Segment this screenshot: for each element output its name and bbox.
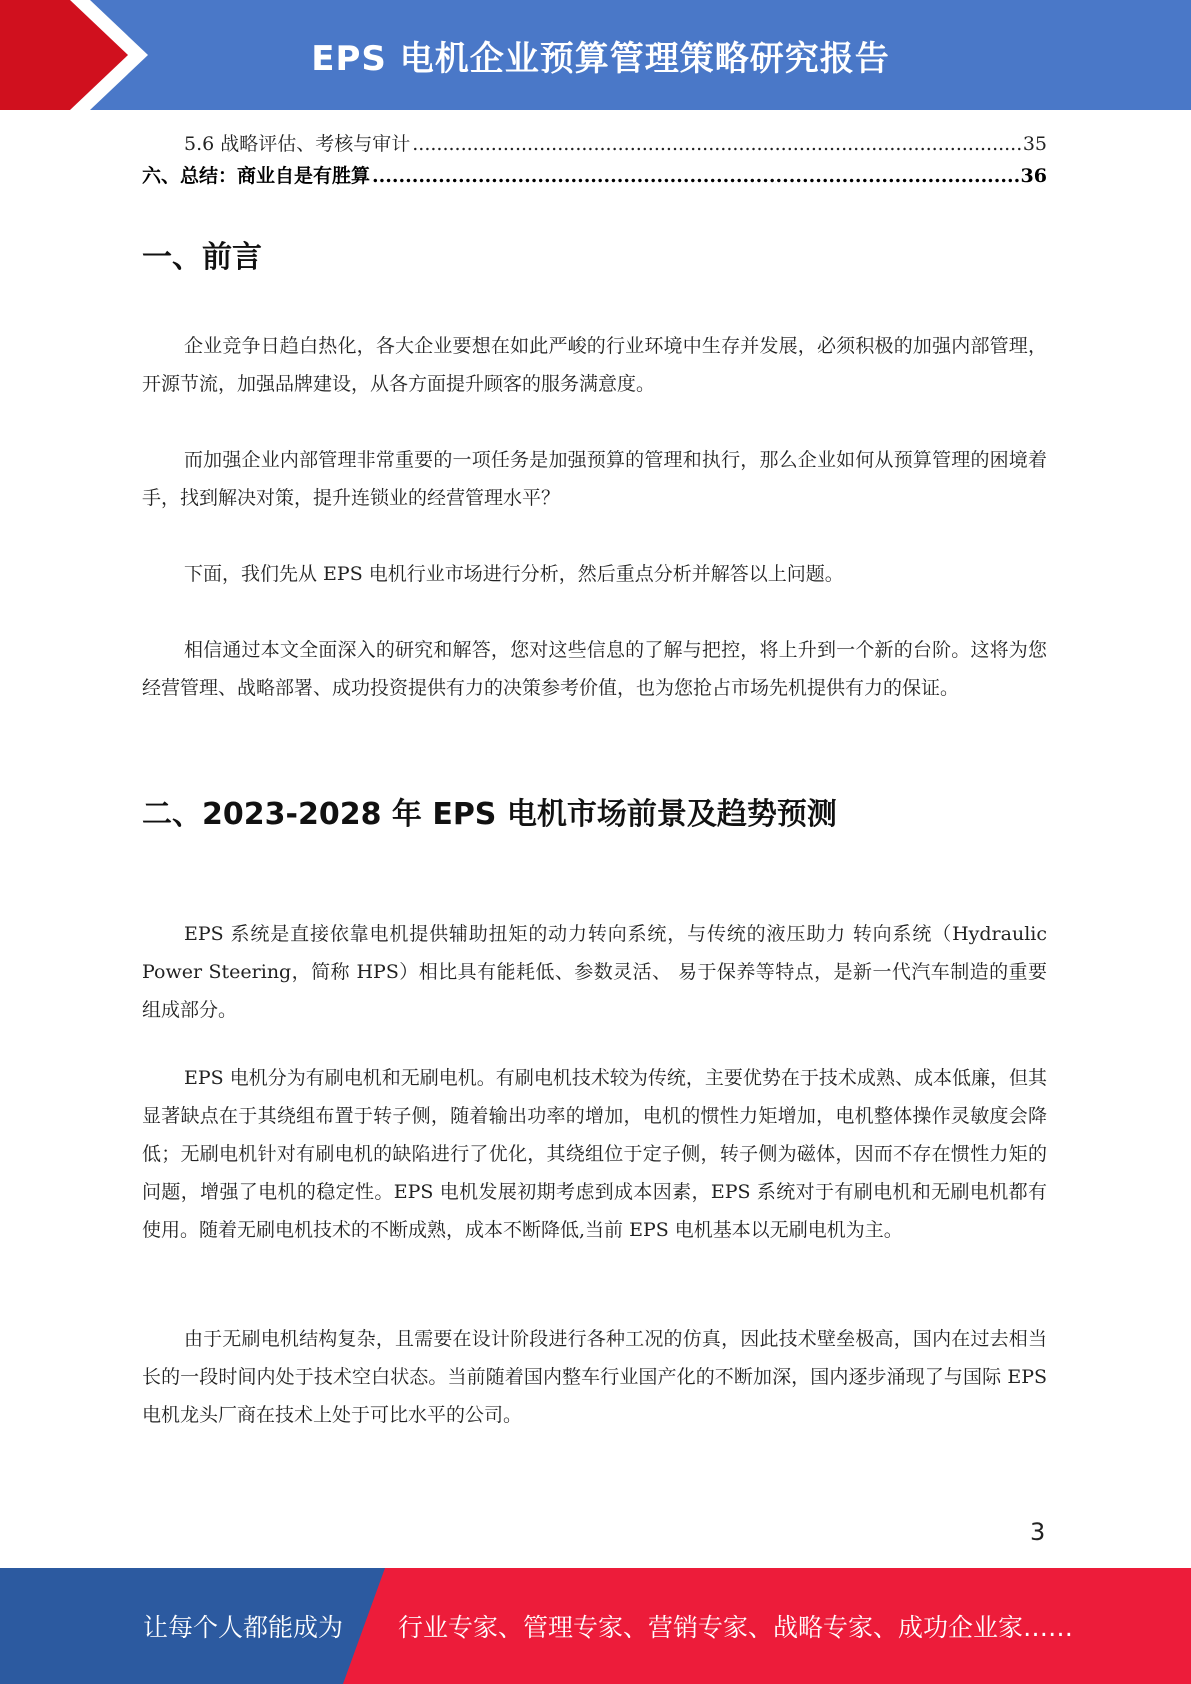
page-number: 3 [1030, 1518, 1046, 1546]
footer-slogan-left: 让每个人都能成为 [143, 1613, 344, 1642]
paragraph: 企业竞争日趋白热化，各大企业要想在如此严峻的行业环境中生存并发展，必须积极的加强内部管理，开源节流，加强品牌建设，从各方面提升顾客的服务满意度。 [142, 335, 1047, 395]
paragraph: 下面，我们先从 EPS 电机行业市场进行分析，然后重点分析并解答以上问题。 [184, 563, 844, 585]
toc-entry-title: 六、总结：商业自是有胜算 [142, 165, 371, 187]
toc-entry-page: 36 [1020, 165, 1047, 187]
toc-leader-dots [412, 133, 1021, 155]
toc-entry[interactable] [142, 129, 1047, 161]
footer-slogan-right: 行业专家、管理专家、营销专家、战略专家、成功企业家…… [398, 1613, 1074, 1642]
paragraph: 由于无刷电机结构复杂，且需要在设计阶段进行各种工况的仿真，因此技术壁垒极高，国内在过去相当长的一段时间内处于技术空白状态。当前随着国内整车行业国产化的不断加深，国内逐步涌现了与国际 EPS 电机龙头厂商在技术上处于可比水平的公司。 [142, 1328, 1047, 1426]
paragraph: EPS 系统是直接依靠电机提供辅助扭矩的动力转向系统，与传统的液压助力 转向系统（Hydraulic Power Steering，简称 HPS）相比具有能耗低、参数灵活、 易于保养等特点，是新一代汽车制造的重要组成部分。 [142, 923, 1047, 1021]
page-footer [0, 1568, 1191, 1684]
page-header [0, 0, 1191, 110]
toc-entry-title: 5.6 战略评估、考核与审计 [184, 133, 411, 155]
toc-leader-dots [372, 165, 1019, 187]
section-heading-preface: 一、前言 [142, 240, 262, 275]
paragraph: 相信通过本文全面深入的研究和解答，您对这些信息的了解与把控，将上升到一个新的台阶。这将为您经营管理、战略部署、成功投资提供有力的决策参考价值，也为您抢占市场先机提供有力的保证。 [142, 639, 1047, 699]
paragraph: EPS 电机分为有刷电机和无刷电机。有刷电机技术较为传统，主要优势在于技术成熟、成本低廉，但其显著缺点在于其绕组布置于转子侧，随着输出功率的增加，电机的惯性力矩增加，电机整体操作灵敏度会降低；无刷电机针对有刷电机的缺陷进行了优化，其绕组位于定子侧，转子侧为磁体，因而不存在惯性力矩的问题，增强了电机的稳定性。EPS 电机发展初期考虑到成本因素，EPS 系统对于有刷电机和无刷电机都有使用。随着无刷电机技术的不断成熟，成本不断降低,当前 EPS 电机基本以无刷电机为主。 [142, 1067, 1047, 1241]
toc-entry[interactable] [142, 161, 1047, 193]
paragraph: 而加强企业内部管理非常重要的一项任务是加强预算的管理和执行，那么企业如何从预算管理的困境着手，找到解决对策，提升连锁业的经营管理水平？ [142, 449, 1047, 509]
table-of-contents [142, 129, 1047, 193]
toc-entry-page: 35 [1022, 133, 1047, 155]
section-heading-market-forecast: 二、2023-2028 年 EPS 电机市场前景及趋势预测 [142, 797, 837, 832]
report-title: EPS 电机企业预算管理策略研究报告 [311, 38, 890, 79]
